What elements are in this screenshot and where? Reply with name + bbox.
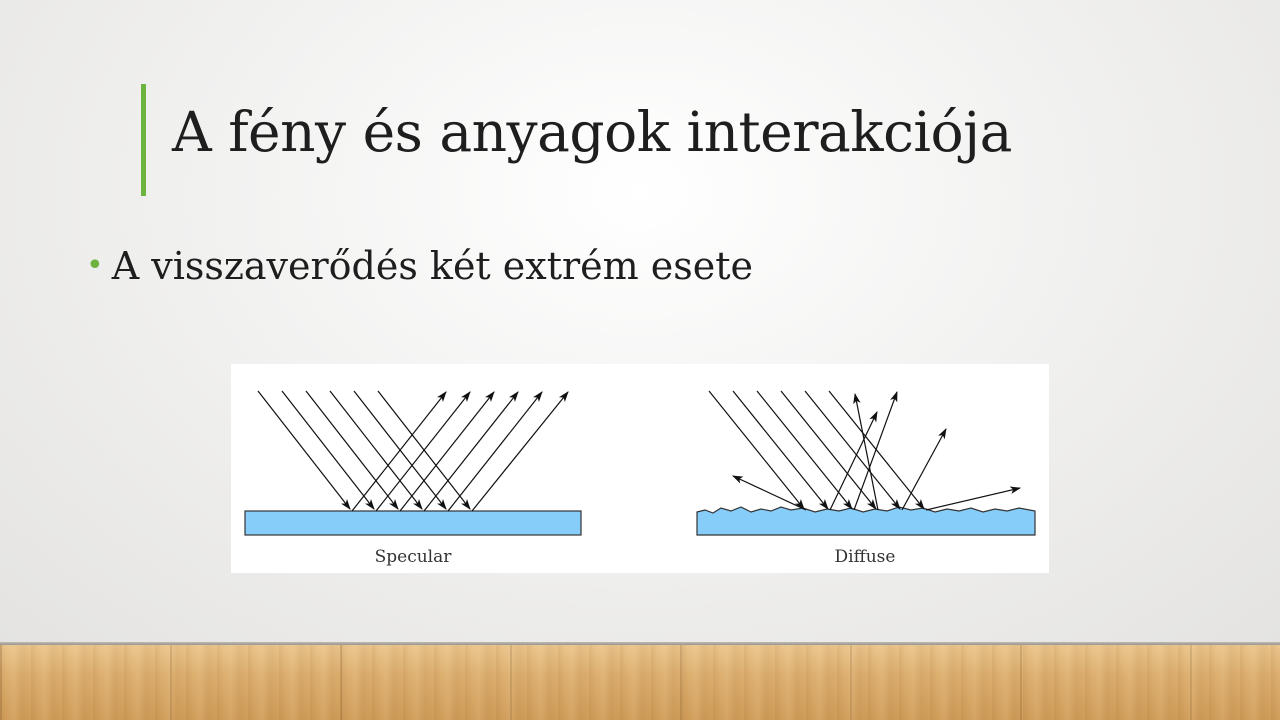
specular-label: Specular	[374, 547, 452, 567]
diffuse-surface	[697, 507, 1035, 535]
bullet-item	[86, 244, 753, 288]
incident-ray	[258, 391, 350, 509]
incident-ray	[306, 391, 398, 509]
wood-floor	[0, 645, 1280, 720]
diffuse-label: Diffuse	[834, 547, 896, 567]
slide-title: A fény és anyagok interakciója	[172, 100, 1012, 164]
incident-ray	[733, 391, 828, 509]
incident-ray	[805, 391, 900, 509]
incident-ray	[330, 391, 422, 509]
scattered-ray	[733, 476, 806, 510]
reflection-figure	[231, 364, 1049, 573]
reflected-ray	[400, 392, 494, 511]
reflected-ray	[472, 392, 568, 511]
incident-ray	[709, 391, 804, 509]
reflected-ray	[376, 392, 470, 511]
incident-ray	[781, 391, 876, 509]
specular-diagram	[245, 391, 581, 567]
incident-ray	[757, 391, 852, 509]
bullet-text: A visszaverődés két extrém esete	[111, 244, 753, 288]
incident-ray	[282, 391, 374, 509]
bullet-icon: •	[86, 248, 104, 283]
scattered-ray	[926, 488, 1020, 510]
scattered-ray	[854, 392, 897, 510]
reflected-ray	[424, 392, 518, 511]
reflected-ray	[352, 392, 446, 511]
diffuse-diagram	[697, 391, 1035, 567]
title-accent-bar	[141, 84, 146, 196]
reflected-ray	[448, 392, 542, 511]
scattered-ray	[902, 429, 946, 510]
specular-surface	[245, 511, 581, 535]
